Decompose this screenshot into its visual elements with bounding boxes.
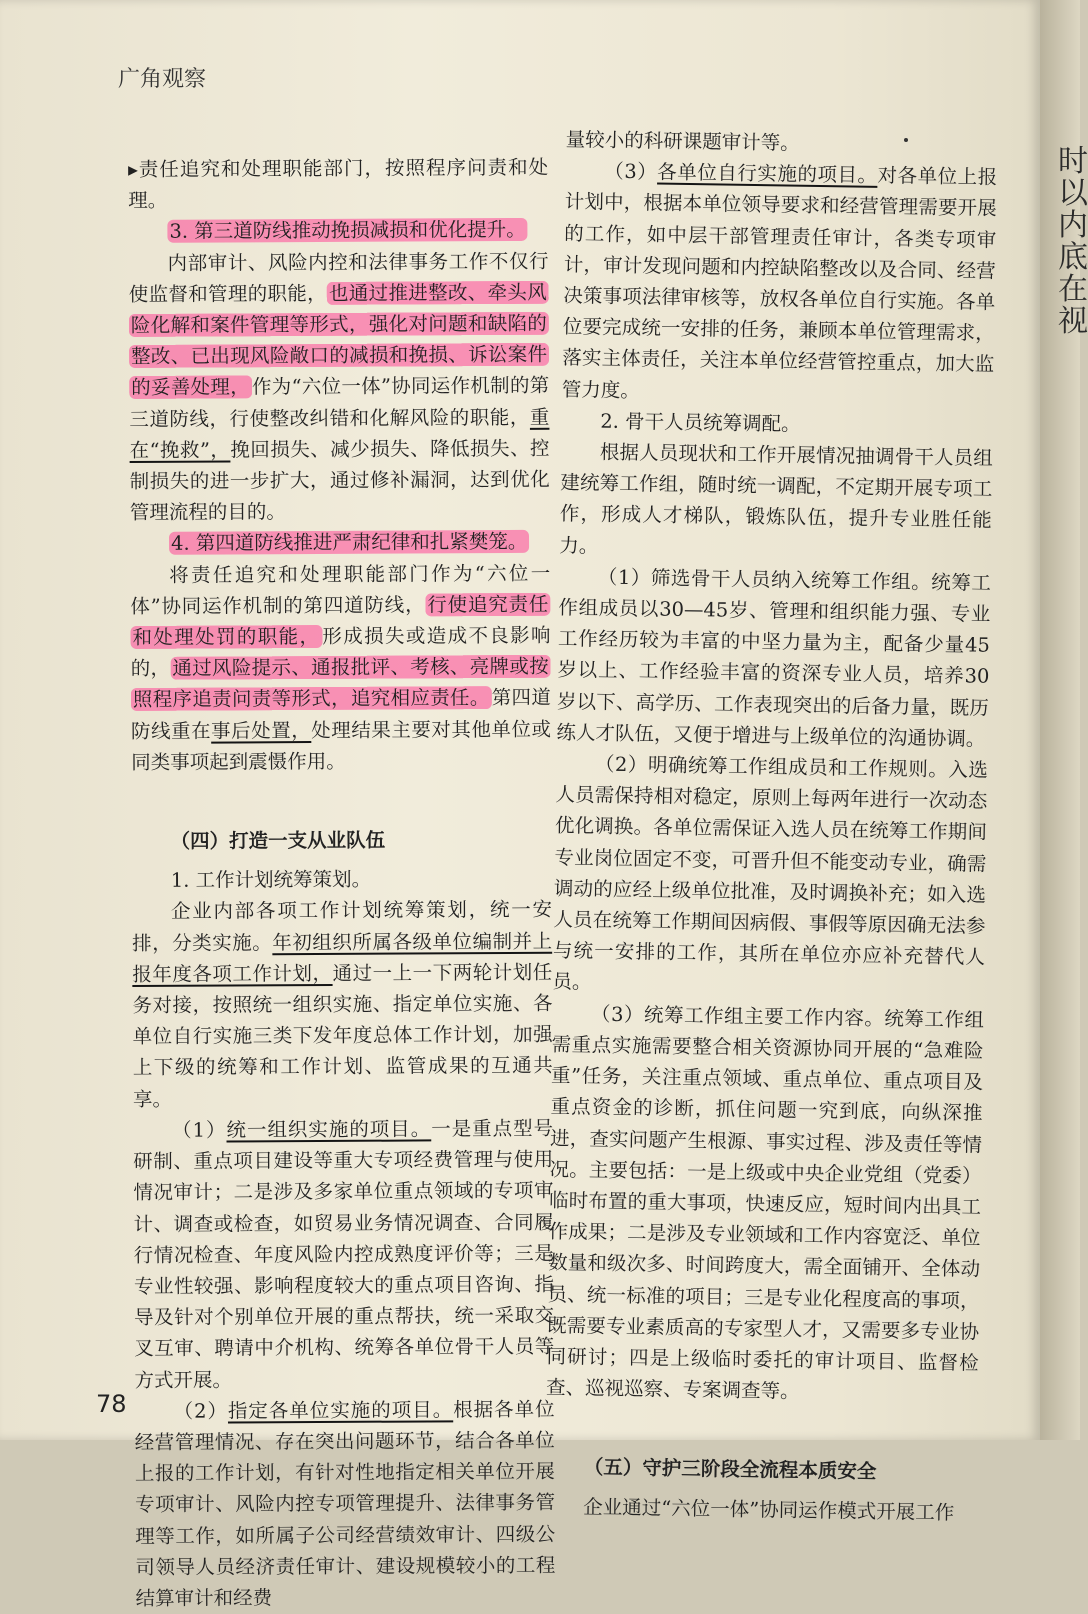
underlined-text: 事后处置， (211, 718, 312, 743)
next-page-fragment: 在 (1058, 272, 1088, 307)
highlighted-text: 行使追究责任和处理处罚的职能， (132, 592, 549, 650)
paragraph (562, 155, 998, 411)
paragraph: 企业通过“六位一体”协同运作模式开展工作 (583, 1494, 955, 1524)
paragraph (132, 894, 553, 1115)
text: 对各单位上报计划中，根据本单位领导要求和经营管理需要开展的工作，如中层干部管理责任审计，各类专项审计，审计发现问题和内控缺陷整改以及合同、经营决策事项法律审核等，放权各单位自行实施。各单位要完成统一安排的任务，兼顾本单位管理需求，落实主体责任，关注本单位经营管控重点，加大监管力度。 (561, 164, 998, 402)
text: 挽回损失、减少损失、降低损失、控制损失的进一步扩大，通过修补漏洞，达到优化管理流程的目的。 (129, 436, 550, 525)
paragraph: 根据人员现状和工作开展情况抽调骨干人员组建统筹工作组，随时统一调配，不定期开展专项工作，形成人才梯队，锻炼队伍，提升专业胜任能力。 (559, 440, 993, 558)
next-page-fragment: 时 (1058, 144, 1088, 179)
paragraph (133, 1113, 554, 1396)
text: 形成损失或造成不良影响的， (130, 623, 551, 681)
paragraph: （1）筛选骨干人员纳入统筹工作组。统筹工作组成员以30—45岁、管理和组织能力强、专业工作经历较为丰富的中坚力量为主，配备少量45岁以上、工作经验丰富的资深专业人员，培养30岁以下、高学历、工作表现突出的后备力量，既历练人才队伍，又便于增进与上级单位的沟通协调。 (556, 565, 992, 751)
left-column (128, 152, 556, 1614)
paragraph: （2）明确统筹工作组成员和工作规则。入选人员需保持相对稳定，原则上每两年进行一次动态优化调换。各单位需保证入选人员在统筹工作期间专业岗位固定不变，可晋升但不能变动专业，确需调动的应经上级单位批准，及时调换补充；如入选人员在统筹工作期间因病假、事假等原因确无法参与统一安排的工作，其所在单位亦应补充替代人员。 (552, 752, 989, 994)
paragraph (128, 245, 549, 528)
text: 一是重点型号研制、重点项目建设等重大专项经费管理与使用情况审计；二是涉及多家单位重点领域的专项审计、调查或检查，如贸易业务情况调查、合同履行情况检查、年度风险内控成熟度评价等；三是专业性较强、影响程度较大的重点项目咨询、指导及针对个别单位开展的重点帮扶，统一采取交叉互审、聘请中介机构、统筹各单位骨干人员等方式开展。 (133, 1116, 555, 1392)
text: （2） (173, 1399, 228, 1423)
paragraph (130, 557, 551, 778)
paragraph: （3）统筹工作组主要工作内容。统筹工作组需重点实施需要整合相关资源协同开展的“急难险重”任务，关注重点领域、重点单位、重点项目及重点资金的诊断，抓住问题一究到底，向纵深推进，查实问题产生根源、事实过程、涉及责任等情况。主要包括：一是上级或中央企业党组（党委）临时布置的重大事项，快速反应，短时间内出具工作成果；二是涉及专业领域和工作内容宽泛、单位数量和级次多、时间跨度大，需全面铺开、全体动员、统一标准的项目；三是专业化程度高的事项，既需要专业素质高的专家型人才，又需要多专业协同研讨；四是上级临时委托的审计项目、监督检查、巡视巡察、专案调查等。 (545, 1002, 985, 1403)
text: 处理结果主要对其他单位或同类事项起到震慑作用。 (131, 717, 552, 774)
page-number: 78 (96, 1390, 127, 1418)
text: ▸责任追究和处理职能部门，按照程序问责和处理。 (128, 155, 549, 213)
text: 将责任追究和处理职能部门作为“六位一体”协同运作机制的第四道防线， (130, 561, 551, 618)
next-page-fragment: 以 (1058, 176, 1088, 211)
section-heading: （四）打造一支从业队伍 (170, 828, 386, 853)
paragraph (128, 152, 548, 217)
highlighted-text: 4. 第四道防线推进严肃纪律和扎紧樊笼。 (170, 530, 528, 556)
underlined-text: 指定各单位实施的项目。 (227, 1398, 454, 1423)
next-page-fragment: 底 (1058, 240, 1088, 275)
paragraph (128, 214, 548, 247)
text: 第四道防线重在 (130, 686, 551, 743)
right-column (544, 124, 998, 1528)
text: （1） (172, 1118, 227, 1142)
text: 通过一上一下两轮计划任务对接，按照统一组织实施、指定单位实施、各单位自行实施三类下发年度总体工作计划，加强上下级的统筹和工作计划、监管成果的互通共享。 (132, 960, 553, 1111)
text: 作为“六位一体”协同运作机制的第三道防线，行使整改纠错和化解风险的职能， (129, 374, 550, 431)
highlighted-text: 3. 第三道防线推动挽损减损和优化提升。 (169, 218, 526, 244)
text: 内部审计、风险内控和法律事务工作不仅行使监督和管理的职能， (128, 249, 549, 306)
underlined-text: 年初组织所属各级单位编制并上报年度各项工作计划， (132, 929, 553, 986)
running-head: 广角观察 (118, 67, 207, 92)
subheading: 1. 工作计划统筹策划。 (170, 868, 372, 893)
next-page-edge (1040, 0, 1088, 1440)
paragraph: 量较小的科研课题审计等。 (565, 127, 800, 155)
highlighted-text: 也通过推进整改、牵头风险化解和案件管理等形式，强化对问题和缺陷的整改、已出现风险敞口的减损和挽损、诉讼案件的妥善处理， (130, 280, 548, 400)
paragraph (135, 1394, 556, 1614)
text: （3） (604, 159, 658, 184)
text: 根据各单位经营管理情况、存在突出问题环节，结合各单位上报的工作计划，有针对性地指定相关单位开展专项审计、风险内控专项管理提升、法律事务管理等工作，如所属子公司经营绩效审计、四级公司领导人员经济责任审计、建设规模较小的工程结算审计和经费 (134, 1397, 556, 1610)
next-page-fragment: 内 (1058, 208, 1088, 243)
section-heading: （五）守护三阶段全流程本质安全 (583, 1455, 877, 1484)
subheading: 2. 骨干人员统筹调配。 (600, 409, 801, 436)
underlined-text: 统一组织实施的项目。 (226, 1117, 432, 1142)
text: 企业内部各项工作计划统筹策划，统一安排，分类实施。 (132, 898, 553, 955)
underlined-text: 重在“挽救”， (129, 405, 550, 462)
next-page-fragment: 视 (1058, 304, 1088, 339)
underlined-text: 各单位自行实施的项目。 (657, 160, 878, 188)
highlighted-text: 通过风险提示、通报批评、考核、亮牌或按照程序追责问责等形式，追究相应责任。 (132, 655, 549, 712)
paragraph (130, 526, 550, 559)
